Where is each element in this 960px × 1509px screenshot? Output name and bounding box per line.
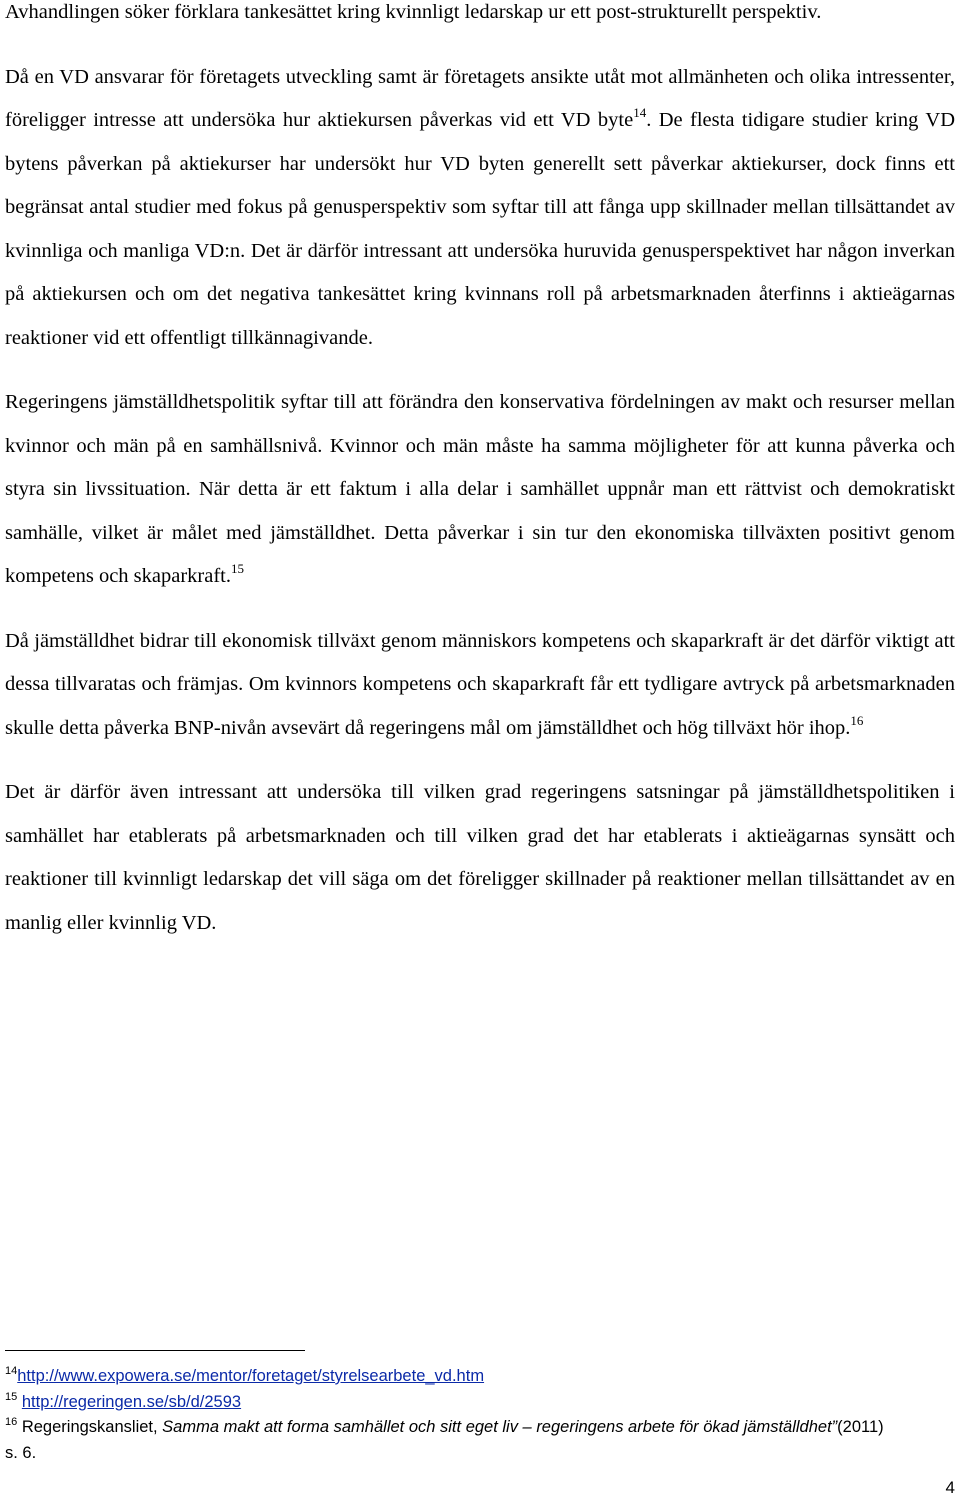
footnote-title: Samma makt att forma samhället och sitt eget liv – regeringens arbete för ökad jämställdhet”	[162, 1418, 838, 1436]
paragraph-intro	[5, 0, 955, 35]
paragraph-text: . De flesta tidigare studier kring VD bytens påverkan på aktiekurser har undersökt hur VD byten generellt sett påverkar aktiekurser, dock finns ett begränsat antal studier med fokus på genusperspektiv som syftar till att fånga upp skillnader mellan tillsättandet av kvinnliga och manliga VD:n. Det är därför intressant att undersöka huruvida genusperspektivet har någon inverkan på aktiekursen och om det negativa tankesättet kring kvinnans roll på arbetsmarknaden återfinns i aktieägarnas reaktioner vid ett offentligt tillkännagivande.	[5, 109, 955, 349]
footnotes	[5, 1364, 955, 1466]
footnote-citation: (2011) s. 6.	[5, 1418, 884, 1462]
footnote-ref-14[interactable]: 14	[633, 105, 647, 120]
footnote-divider	[5, 1350, 305, 1351]
page-number: 4	[945, 1478, 955, 1497]
footnote-link[interactable]: http://regeringen.se/sb/d/2593	[21, 1392, 242, 1411]
paragraph-vd-change	[5, 56, 955, 361]
paragraph-gender-policy	[5, 381, 955, 599]
footnote-number: 15	[5, 1390, 18, 1403]
paragraph-text: Då en VD ansvarar för företagets utveckling samt är företagets ansikte utåt mot allmänheten och olika intressenter, föreligger intresse att undersöka hur aktiekursen påverkas vid ett VD byte	[5, 65, 955, 131]
footnote-14	[5, 1364, 955, 1390]
paragraph-text: Det är därför även intressant att undersöka till vilken grad regeringens satsningar på jämställdhetspolitiken i samhället har etablerats på arbetsmarknaden och till vilken grad det har etablerats i aktieägarnas synsätt och reaktioner till kvinnligt ledarskap det vill säga om det föreligger skillnader på reaktioner mellan tillsättandet av en manlig eller kvinnlig VD.	[5, 781, 955, 934]
footnote-ref-16[interactable]: 16	[850, 712, 864, 728]
paragraph-research-interest	[5, 771, 955, 945]
footnote-link[interactable]: http://www.expowera.se/mentor/foretaget/styrelsearbete_vd.htm	[17, 1367, 485, 1385]
footnote-author: Regeringskansliet,	[21, 1418, 163, 1436]
footnote-16	[5, 1415, 885, 1466]
footnote-number: 14	[5, 1365, 18, 1377]
paragraph-text: Avhandlingen söker förklara tankesättet kring kvinnligt ledarskap ur ett post-strukturellt perspektiv.	[5, 1, 822, 23]
paragraph-text: Regeringens jämställdhetspolitik syftar till att förändra den konservativa fördelningen av makt och resurser mellan kvinnor och män på en samhällsnivå. Kvinnor och män måste ha samma möjligheter för att kunna påverka och styra sin livssituation. När detta är ett faktum i alla delar i samhället uppnår man ett rättvist och demokratiskt samhälle, vilket är målet med jämställdhet. Detta påverkar i sin tur den ekonomiska tillväxten positivt genom kompetens och skaparkraft.	[5, 391, 955, 587]
paragraph-economic-growth	[5, 620, 955, 751]
footnote-ref-15[interactable]: 15	[231, 561, 244, 576]
document-body	[5, 0, 955, 945]
footnote-number: 16	[5, 1416, 18, 1428]
footnote-15	[5, 1390, 955, 1416]
paragraph-text: Då jämställdhet bidrar till ekonomisk tillväxt genom människors kompetens och skaparkraft är det därför viktigt att dessa tillvaratas och främjas. Om kvinnors kompetens och skaparkraft får ett tydligare avtryck på arbetsmarknaden skulle detta påverka BNP-nivån avsevärt då regeringens mål om jämställdhet och hög tillväxt hör ihop.	[5, 629, 955, 739]
